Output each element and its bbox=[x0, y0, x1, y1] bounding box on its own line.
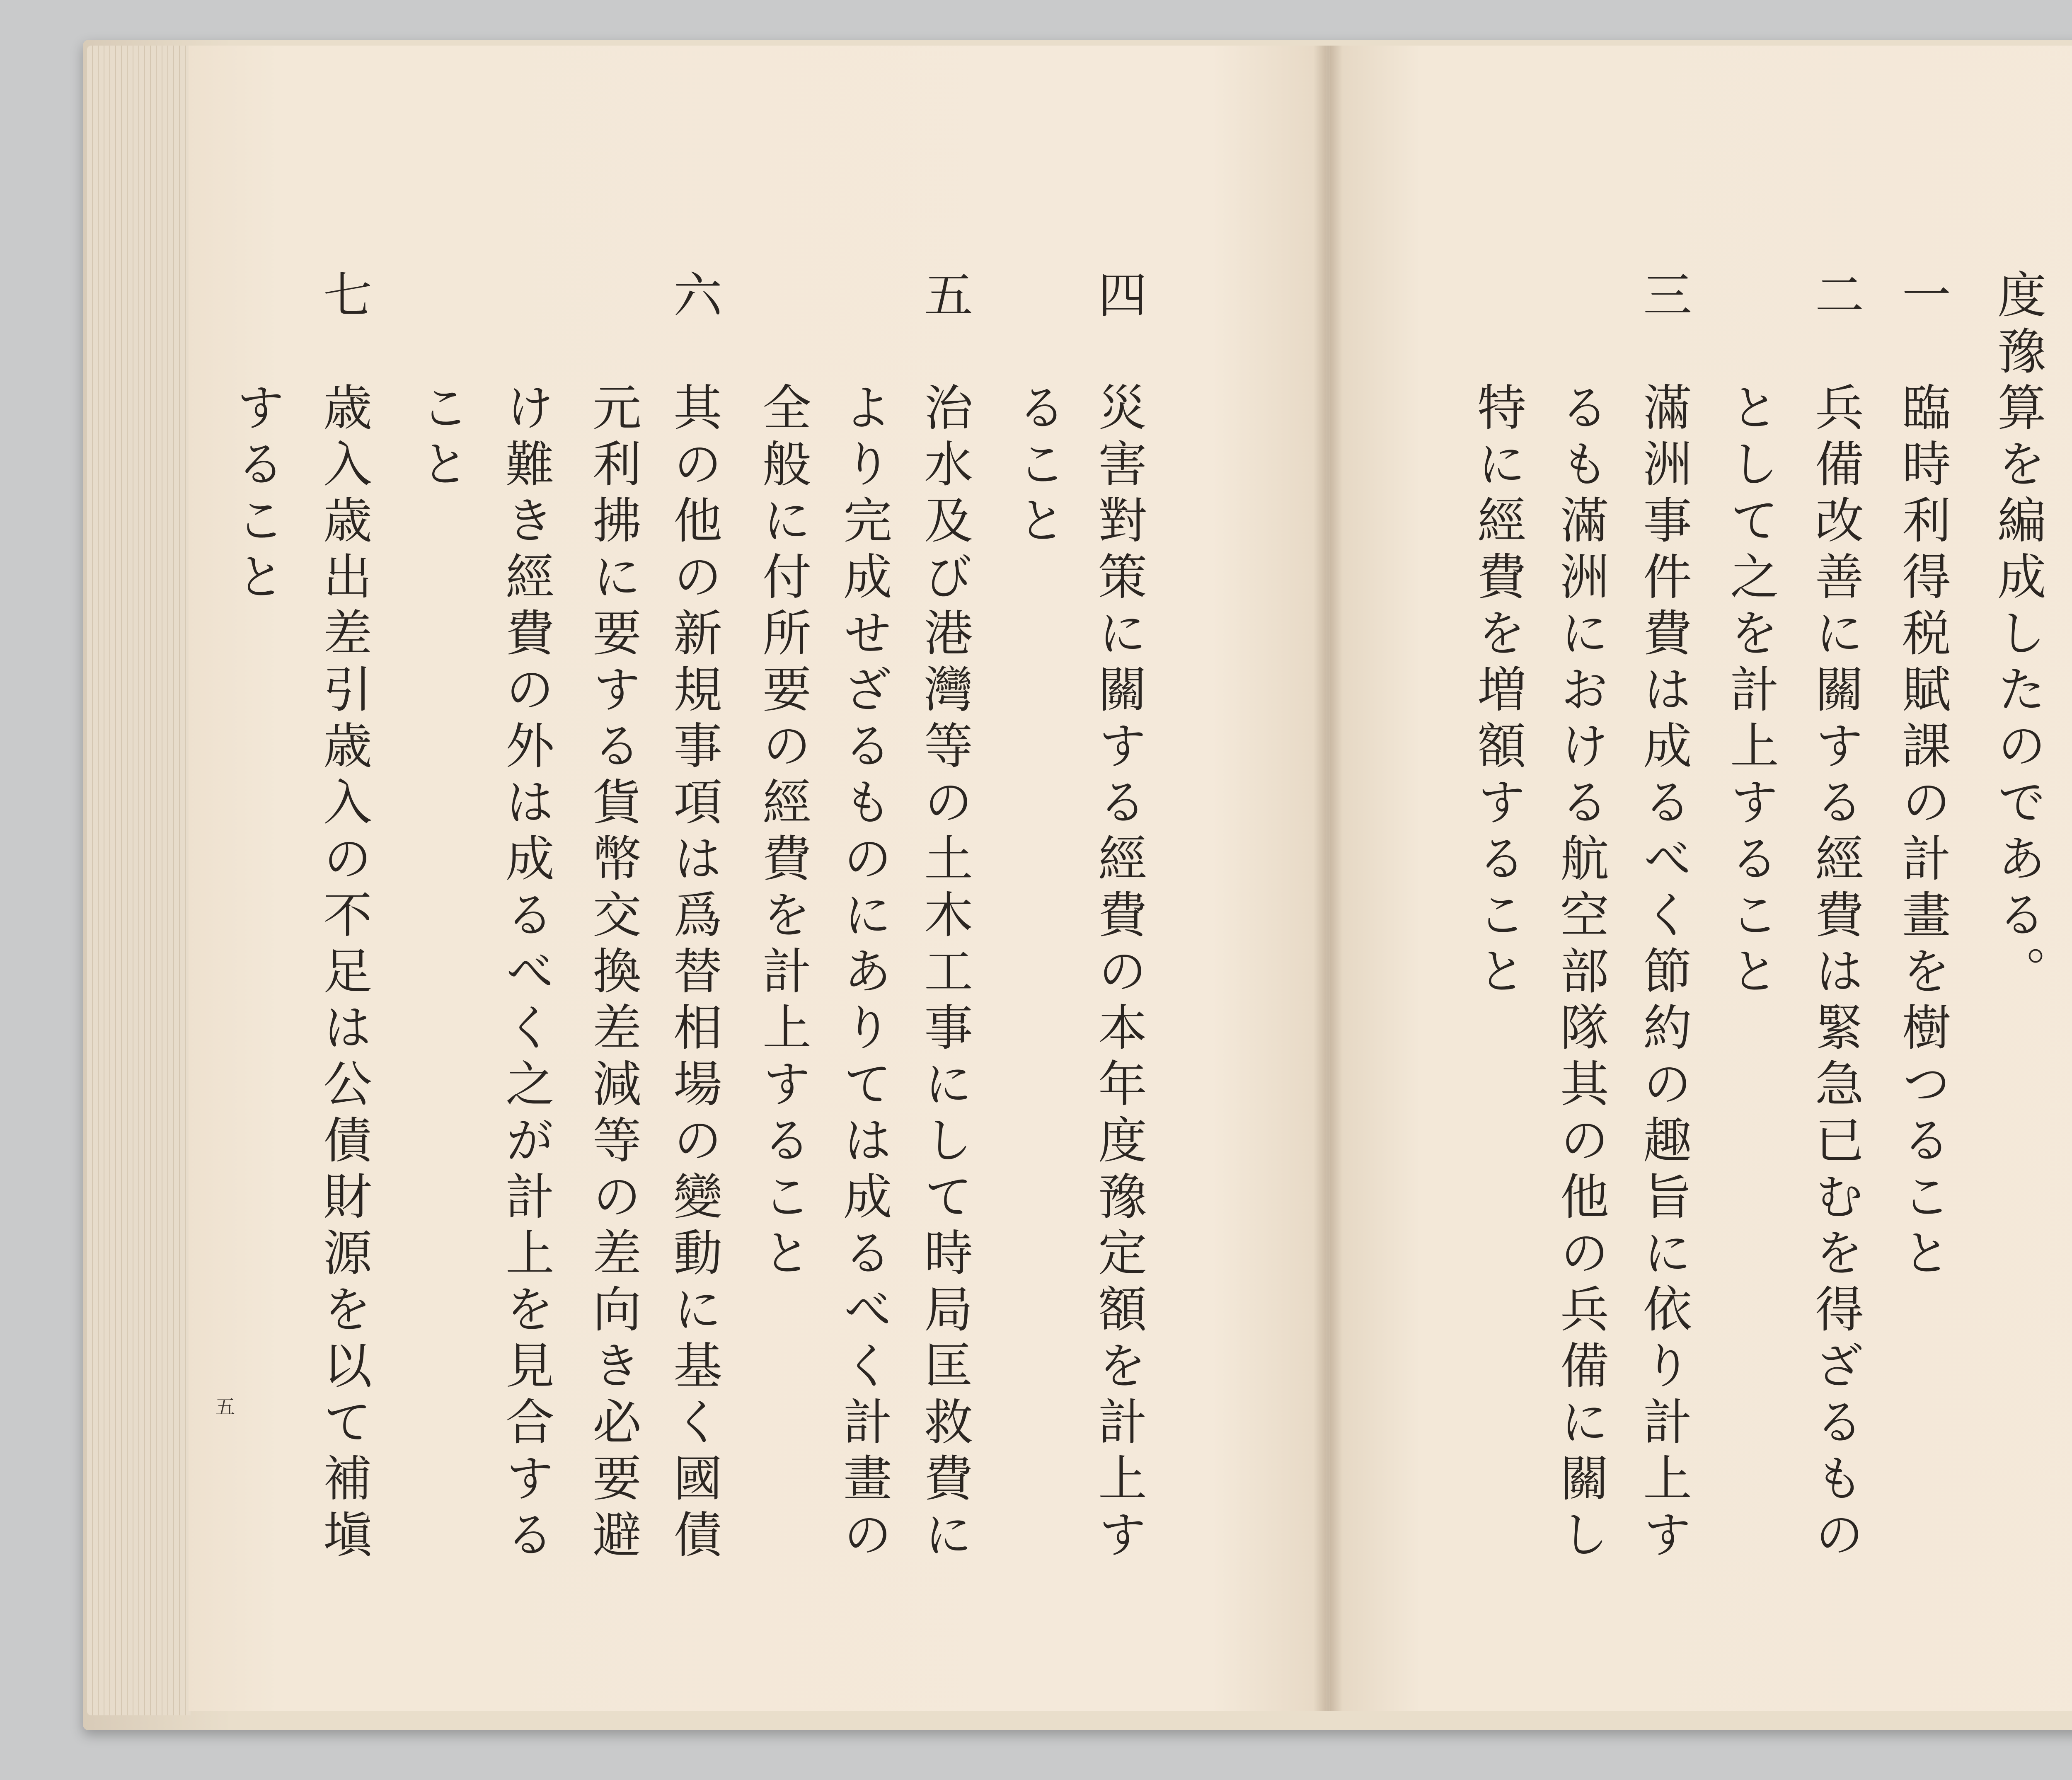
right-column-6: 一 臨時利得税賦課の計畫を樹つること bbox=[1894, 269, 1951, 1284]
right-column-11: 特に經費を増額すること bbox=[1469, 269, 1526, 1002]
left-column-4: より完成せざるものにありては成るべく計畫の bbox=[835, 269, 892, 1565]
right-column-5: 度豫算を編成したのである。 bbox=[1989, 269, 2046, 1002]
page-edges-left bbox=[87, 46, 191, 1715]
left-column-8: け難き經費の外は成るべく之が計上を見合する bbox=[497, 269, 554, 1565]
left-column-6: 六 其の他の新規事項は爲替相場の變動に基く國債 bbox=[665, 269, 722, 1565]
right-page bbox=[1330, 46, 2072, 1711]
left-column-11: すること bbox=[228, 269, 285, 607]
book-gutter bbox=[1314, 46, 1343, 1711]
left-column-10: 七 歳入歳出差引歳入の不足は公債財源を以て補塡 bbox=[315, 269, 372, 1565]
right-column-10: るも滿洲における航空部隊其の他の兵備に關し bbox=[1552, 269, 1609, 1565]
left-page-number: 五 bbox=[212, 1396, 235, 1416]
left-column-3: 五 治水及び港灣等の土木工事にして時局匡救費に bbox=[916, 269, 973, 1565]
right-column-8: として之を計上すること bbox=[1722, 269, 1779, 1002]
right-column-7: 二 兵備改善に關する經費は緊急已むを得ざるもの bbox=[1807, 269, 1864, 1565]
left-column-5: 全般に付所要の經費を計上すること bbox=[754, 269, 811, 1284]
left-column-2: ること bbox=[1009, 269, 1066, 551]
right-column-9: 三 滿洲事件費は成るべく節約の趣旨に依り計上す bbox=[1635, 269, 1692, 1565]
left-column-1: 四 災害對策に關する經費の本年度豫定額を計上す bbox=[1090, 269, 1147, 1565]
left-column-9: こと bbox=[412, 269, 470, 495]
left-column-7: 元利拂に要する貨幣交換差減等の差向き必要避 bbox=[584, 269, 641, 1565]
